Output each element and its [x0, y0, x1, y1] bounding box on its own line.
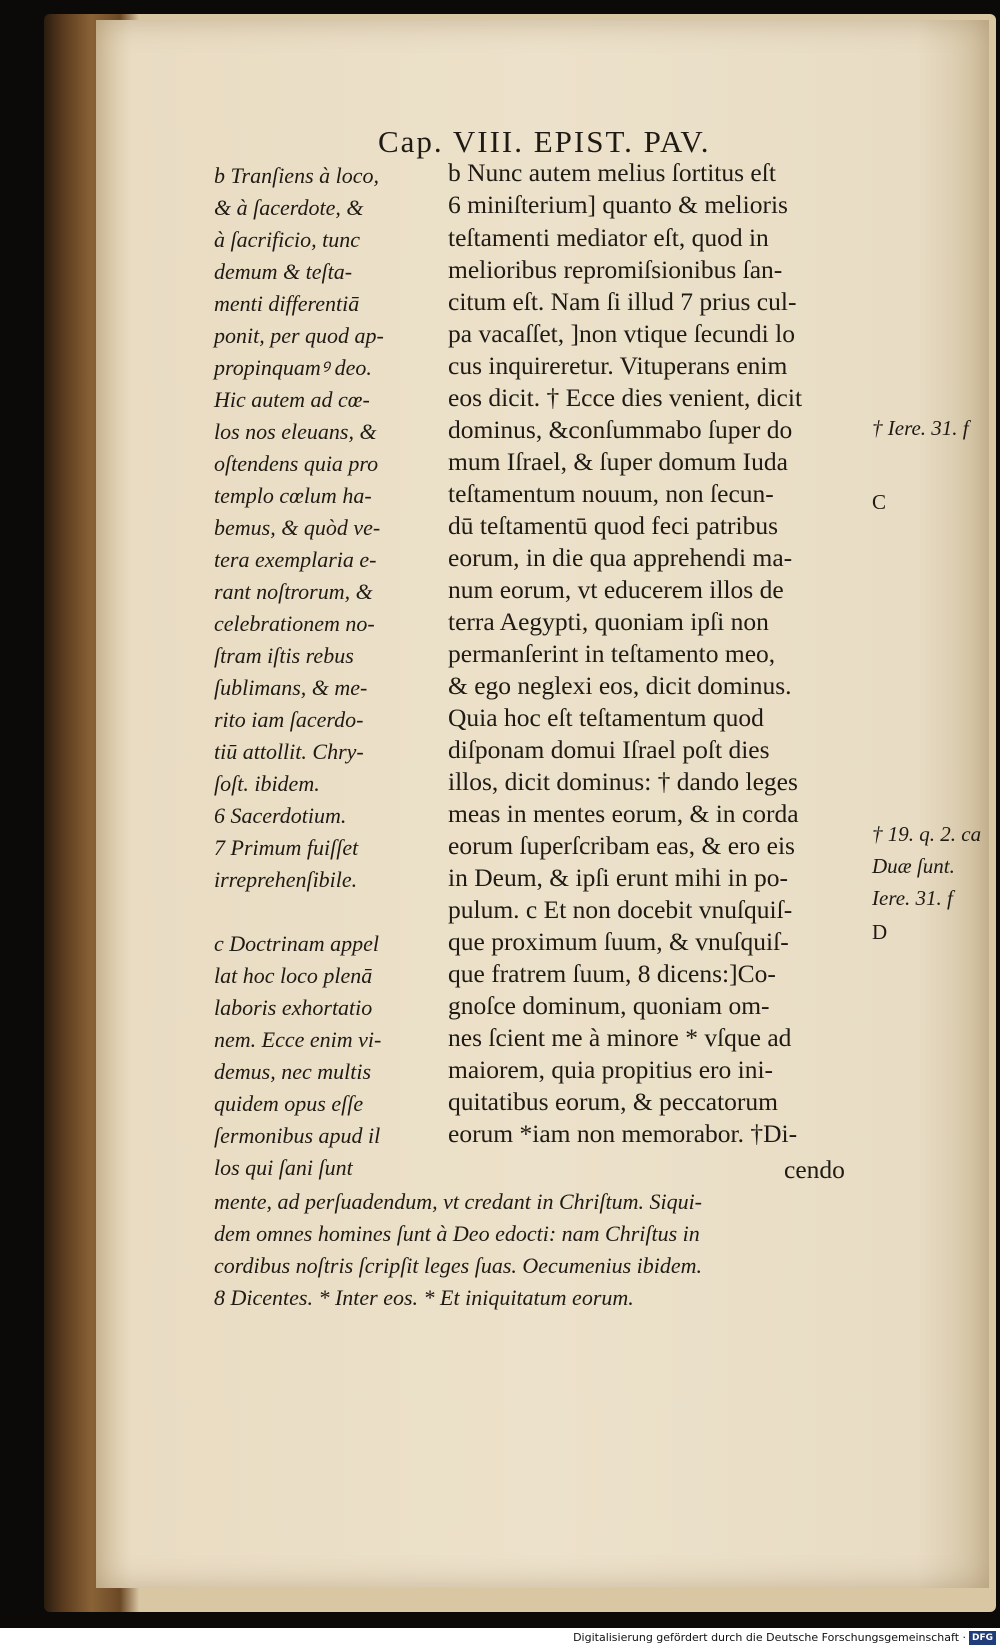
main-line: eos dicit. † Ecce dies venient, dicit [448, 383, 803, 412]
main-line: teſtamentum nouum, non ſecun- [448, 479, 774, 508]
main-line: Quia hoc eſt teſtamentum quod [448, 703, 764, 732]
bottom-gloss-line: 8 Dicentes. * Inter eos. * Et iniquitatum eorum. [214, 1285, 634, 1310]
gloss-line: oſtendens quia pro [214, 451, 379, 476]
reference-line: Iere. 31. f [872, 886, 953, 910]
reference-line: † Iere. 31. f [872, 416, 969, 440]
main-line: maiorem, quia propitius ero ini- [448, 1055, 774, 1084]
main-line: eorum *iam non memorabor. †Di- [448, 1119, 798, 1148]
main-line: dū teſtamentū quod feci patribus [448, 511, 778, 540]
gloss-line: ſoſt. ibidem. [214, 771, 320, 796]
gloss-line: demum & teſta- [214, 259, 353, 284]
gloss-line: quidem opus eſſe [214, 1091, 364, 1116]
gloss-line: à ſacrificio, tunc [214, 227, 361, 252]
main-line: pa vacaſſet, ]non vtique ſecundi lo [448, 319, 795, 348]
bottom-gloss-line: dem omnes homines ſunt à Deo edocti: nam Chriſtus in [214, 1221, 700, 1246]
gloss-line: tera exemplaria e- [214, 547, 377, 572]
gloss-line: laboris exhortatio [214, 995, 373, 1020]
gloss-line: demus, nec multis [214, 1059, 372, 1084]
main-line: eorum ſuperſcribam eas, & ero eis [448, 831, 795, 860]
running-head: Cap. VIII. EPIST. PAV. [378, 124, 711, 159]
main-line: teſtamenti mediator eſt, quod in [448, 223, 769, 252]
gloss-line: ſermonibus apud il [214, 1123, 381, 1148]
gloss-line: lat hoc loco plenā [214, 963, 373, 988]
main-line: eorum, in die qua apprehendi ma- [448, 543, 793, 572]
gloss-line: propinquamꝰ deo. [214, 355, 372, 380]
main-line: & ego neglexi eos, dicit dominus. [448, 671, 792, 700]
gloss-line: c Doctrinam appel [214, 931, 379, 956]
gloss-line: los qui ſani ſunt [214, 1155, 353, 1180]
gloss-line: ponit, per quod ap- [214, 323, 384, 348]
reference-line: Duæ ſunt. [872, 854, 955, 878]
main-line: gnoſce dominum, quoniam om- [448, 991, 770, 1020]
gloss-line: ſtram iſtis rebus [214, 643, 354, 668]
gloss-line: rito iam ſacerdo- [214, 707, 364, 732]
main-line: b Nunc autem melius ſortitus eſt [448, 158, 776, 187]
gloss-line: irreprehenſibile. [214, 867, 358, 892]
main-line: mum Iſrael, & ſuper domum Iuda [448, 447, 788, 476]
main-line: diſponam domui Iſrael poſt dies [448, 735, 770, 764]
main-line: melioribus repromiſsionibus ſan- [448, 255, 783, 284]
gloss-line: Hic autem ad cœ- [214, 387, 370, 412]
gloss-line: rant noſtrorum, & [214, 579, 373, 604]
dfg-logo: DFG [969, 1631, 996, 1645]
main-line: que proximum ſuum, & vnuſquiſ- [448, 927, 789, 956]
gloss-line: bemus, & quòd ve- [214, 515, 381, 540]
gloss-line: los nos eleuans, & [214, 419, 377, 444]
main-line: que fratrem ſuum, 8 dicens:]Co- [448, 959, 776, 988]
gloss-line: & à ſacerdote, & [214, 195, 364, 220]
main-line: citum eſt. Nam ſi illud 7 prius cul- [448, 287, 797, 316]
gloss-line: tiū attollit. Chry- [214, 739, 364, 764]
gloss-line: templo cœlum ha- [214, 483, 372, 508]
funding-credit: Digitalisierung gefördert durch die Deutsche Forschungsgemeinschaft · [573, 1631, 966, 1644]
gloss-line: nem. Ecce enim vi- [214, 1027, 382, 1052]
main-line: 6 miniſterium] quanto & melioris [448, 190, 788, 219]
main-line: num eorum, vt educerem illos de [448, 575, 784, 604]
gloss-line: celebrationem no- [214, 611, 375, 636]
main-line: illos, dicit dominus: † dando leges [448, 767, 798, 796]
main-line: quitatibus eorum, & peccatorum [448, 1087, 778, 1116]
main-line: terra Aegypti, quoniam ipſi non [448, 607, 769, 636]
section-letter: D [872, 920, 888, 944]
main-line: cus inquireretur. Vituperans enim [448, 351, 788, 380]
main-line: meas in mentes eorum, & in corda [448, 799, 799, 828]
main-line: permanſerint in teſtamento meo, [448, 639, 776, 668]
gloss-line: b Tranſiens à loco, [214, 163, 380, 188]
gloss-line: menti differentiā [214, 291, 360, 316]
main-line: cendo [784, 1155, 845, 1184]
bottom-gloss-line: cordibus noſtris ſcripſit leges ſuas. Oecumenius ibidem. [214, 1253, 703, 1278]
section-letter: C [872, 490, 887, 514]
gloss-line: 7 Primum fuiſſet [214, 835, 359, 860]
main-line: pulum. c Et non docebit vnuſquiſ- [448, 895, 793, 924]
bottom-gloss-line: mente, ad perſuadendum, vt credant in Chriſtum. Siqui- [214, 1189, 703, 1214]
gloss-line: ſublimans, & me- [214, 675, 368, 700]
gloss-line: 6 Sacerdotium. [214, 803, 347, 828]
main-line: in Deum, & ipſi erunt mihi in po- [448, 863, 788, 892]
main-line: nes ſcient me à minore * vſque ad [448, 1023, 792, 1052]
reference-line: † 19. q. 2. ca [872, 822, 982, 846]
main-line: dominus, &conſummabo ſuper do [448, 415, 793, 444]
